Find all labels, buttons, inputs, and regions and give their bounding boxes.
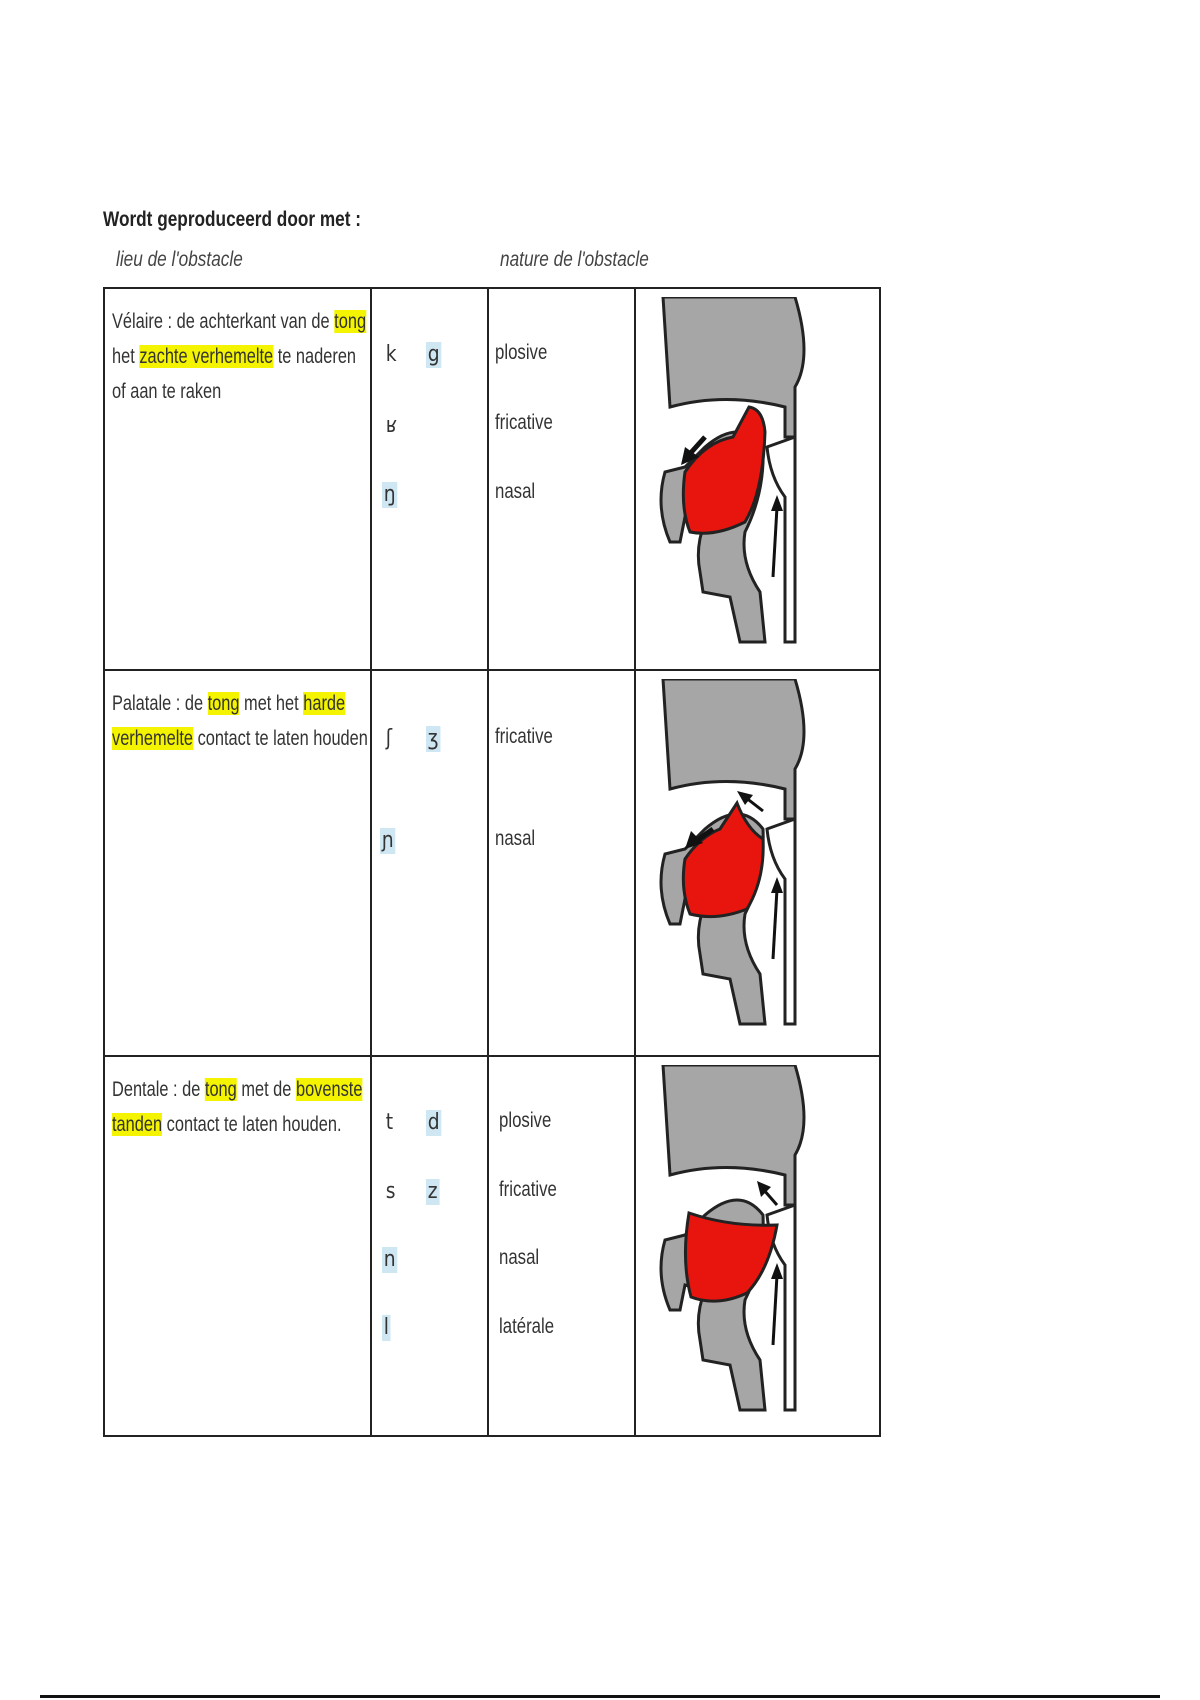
ipa-symbol-palatal-n: ɲ [381, 828, 394, 853]
ipa-symbol-d: d [427, 1110, 440, 1135]
nature-cell [488, 288, 635, 670]
highlight-bovenste-tanden: bovenste tanden [112, 1078, 363, 1136]
table-row-palatale [104, 670, 880, 1056]
nature-nasal: nasal [495, 480, 536, 503]
column-header-nature: nature de l'obstacle [500, 248, 649, 271]
highlight-zachte-verhemelte: zachte verhemelte [139, 345, 274, 368]
ipa-symbol-uvular-r: ʁ [385, 413, 397, 438]
highlight-tong: tong [334, 310, 367, 333]
symbol-cell [371, 1056, 488, 1436]
symbol-cell [371, 288, 488, 670]
arrowhead-throat [771, 877, 783, 893]
consonant-table [103, 287, 881, 1437]
text-fragment: met de [236, 1078, 296, 1101]
throat-wall [767, 437, 795, 642]
nature-nasal: nasal [495, 827, 536, 850]
diagram-cell [635, 670, 880, 1056]
ipa-symbol-l: l [383, 1315, 389, 1340]
nature-fricative: fricative [499, 1178, 557, 1201]
description-velaire [112, 304, 369, 409]
text-fragment: te naderen of aan te raken [112, 345, 357, 403]
ipa-symbol-k: k [385, 342, 397, 367]
ipa-symbol-n: n [383, 1247, 396, 1272]
text-fragment: Vélaire : de achterkant van de [112, 310, 335, 333]
ipa-symbol-s: s [385, 1179, 396, 1204]
page-bottom-rule [40, 1695, 1160, 1698]
arrow-throat-airflow [773, 889, 777, 959]
ipa-symbol-z: z [427, 1179, 438, 1204]
table-row-dentale [104, 1056, 880, 1436]
arrowhead-throat [771, 495, 783, 511]
description-palatale [112, 686, 369, 756]
description-cell [104, 1056, 371, 1436]
throat-wall [767, 819, 795, 1024]
dental-articulation-diagram [645, 1065, 815, 1425]
diagram-cell [635, 288, 880, 670]
text-fragment: contact te laten houden [193, 727, 368, 750]
arrow-throat-airflow [773, 507, 777, 577]
text-fragment: Palatale : de [112, 692, 208, 715]
ipa-symbol-esh: ʃ [385, 726, 392, 751]
description-dentale [112, 1072, 369, 1142]
tongue-dental [685, 1213, 777, 1301]
nature-laterale: latérale [499, 1315, 555, 1338]
text-fragment: met het [239, 692, 304, 715]
nature-fricative: fricative [495, 411, 553, 434]
nature-fricative: fricative [495, 725, 553, 748]
arrowhead-throat [771, 1263, 783, 1279]
column-header-lieu: lieu de l'obstacle [116, 248, 243, 271]
page-heading: Wordt geproduceerd door met : [103, 208, 361, 231]
diagram-cell [635, 1056, 880, 1436]
highlight-tong: tong [207, 692, 240, 715]
nature-plosive: plosive [495, 341, 548, 364]
palate-shape [663, 1065, 804, 1205]
velar-articulation-diagram [645, 297, 815, 657]
description-cell [104, 288, 371, 670]
ipa-symbol-t: t [385, 1110, 393, 1135]
text-fragment: Dentale : de [112, 1078, 205, 1101]
table-row-velaire [104, 288, 880, 670]
palate-shape [663, 679, 804, 819]
nature-cell [488, 670, 635, 1056]
arrow-throat-airflow [773, 1275, 777, 1345]
nature-cell [488, 1056, 635, 1436]
text-fragment: contact te laten houden. [162, 1113, 342, 1136]
nature-nasal: nasal [499, 1246, 540, 1269]
text-fragment: het [112, 345, 140, 368]
palate-shape [663, 297, 804, 437]
palatal-articulation-diagram [645, 679, 815, 1039]
nature-plosive: plosive [499, 1109, 552, 1132]
ipa-symbol-ezh: ʒ [427, 726, 439, 751]
highlight-harde-verhemelte: harde verhemelte [112, 692, 346, 750]
ipa-symbol-g: g [427, 342, 440, 367]
symbol-cell [371, 670, 488, 1056]
ipa-symbol-eng: ŋ [383, 482, 396, 507]
highlight-tong: tong [204, 1078, 237, 1101]
description-cell [104, 670, 371, 1056]
